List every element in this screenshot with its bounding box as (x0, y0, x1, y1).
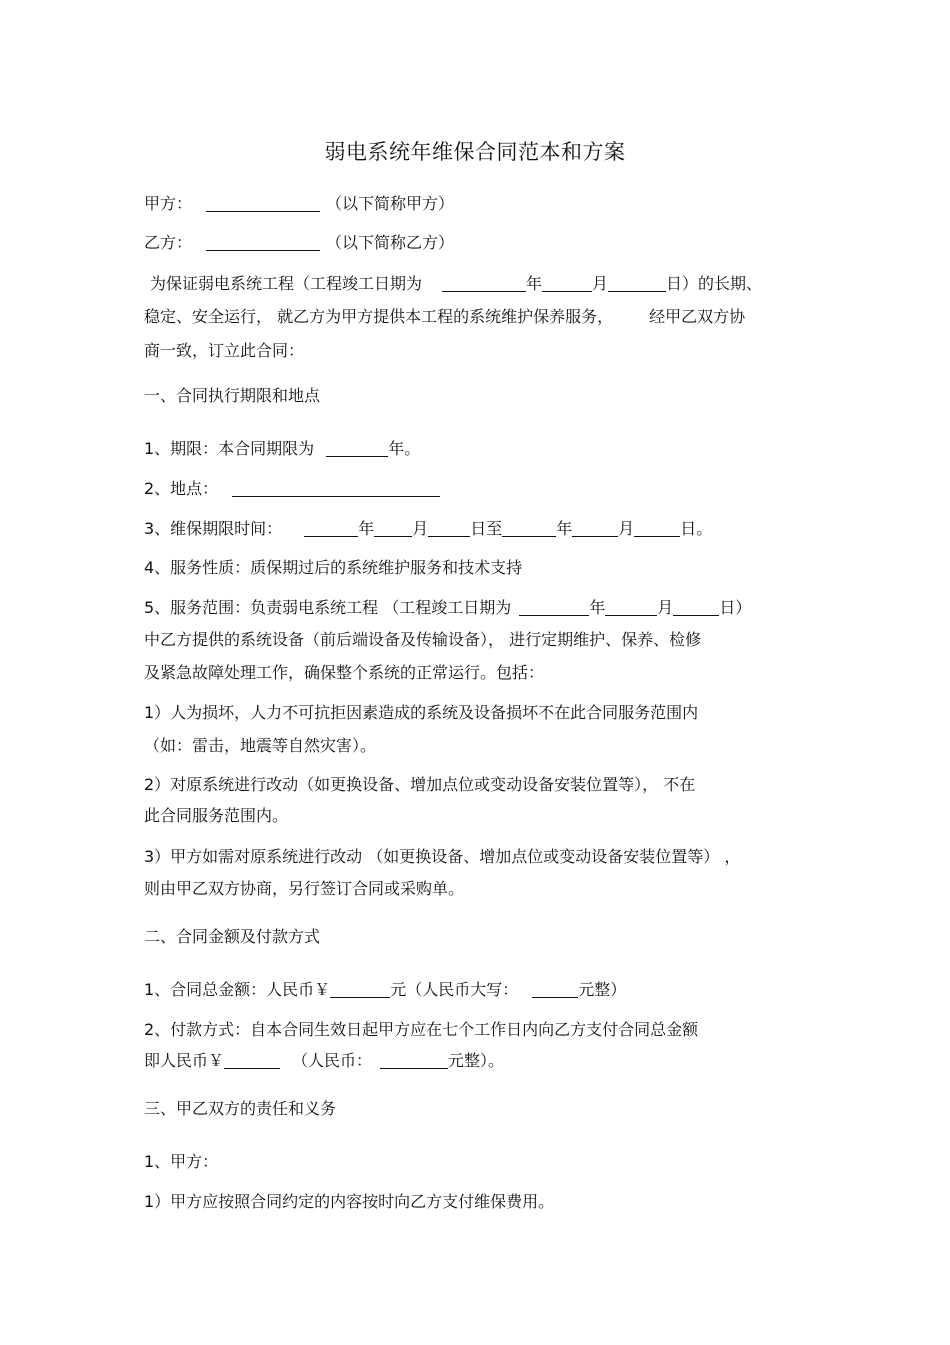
amount-suffix: 元整） (578, 980, 627, 999)
month-label: 月 (618, 519, 635, 538)
amount-words-label: 元（人民币大写： (390, 980, 519, 999)
party-a-note: （以下简称甲方） (326, 194, 455, 213)
end-day-blank[interactable] (634, 519, 680, 537)
intro-line-3: 商一致，订立此合同： (144, 341, 305, 360)
intro-line-1 (150, 273, 762, 295)
year-label: 年 (526, 274, 543, 293)
s1-item-3 (144, 518, 712, 540)
scope-label: 5、服务范围：负责弱电系统工程 （工程竣工日期为 (144, 598, 512, 617)
s1-item-2 (144, 478, 440, 500)
party-a-label: 甲方： (144, 194, 193, 213)
month-label: 月 (657, 598, 674, 617)
year-label: 年 (358, 519, 375, 538)
day-label: 日） (719, 598, 752, 617)
start-year-blank[interactable] (304, 519, 358, 537)
end-month-blank[interactable] (572, 519, 618, 537)
party-b-blank[interactable] (206, 233, 320, 251)
day-label: 日。 (680, 519, 713, 538)
party-a-blank[interactable] (206, 194, 320, 212)
day-label: 日）的长期、 (666, 274, 763, 293)
s1-item-1 (144, 438, 420, 460)
location-label: 2、地点： (144, 479, 219, 498)
scope-point-2-cont: 此合同服务范围内。 (144, 806, 289, 825)
period-label: 3、维保期限时间： (144, 519, 283, 538)
intro-text-2a: 稳定、安全运行， 就乙方为甲方提供本工程的系统维护保养服务， (144, 307, 614, 326)
end-year-blank[interactable] (502, 519, 556, 537)
term-label: 1、期限：本合同期限为 (144, 439, 315, 458)
scope-day-blank[interactable] (673, 598, 719, 616)
s2-item-1 (144, 979, 626, 1001)
scope-year-blank[interactable] (519, 598, 589, 616)
amount-words-blank[interactable] (532, 980, 578, 998)
month-label: 月 (592, 274, 609, 293)
scope-point-3: 3）甲方如需对原系统进行改动 （如更换设备、增加点位或变动设备安装位置等） ， (144, 847, 741, 866)
party-a-line (144, 193, 454, 215)
s1-item-5-line-2: 中乙方提供的系统设备（前后端设备及传输设备）， 进行定期维护、保养、检修 (144, 630, 702, 649)
payment-words-label: （人民币： (292, 1051, 373, 1070)
scope-point-2: 2）对原系统进行改动（如更换设备、增加点位或变动设备安装位置等）， 不在 (144, 775, 696, 794)
year-label: 年 (589, 598, 606, 617)
intro-text-2b: 经甲乙双方协 (649, 307, 746, 326)
document-title: 弱电系统年维保合同范本和方案 (324, 140, 626, 164)
party-b-label: 乙方： (144, 233, 193, 252)
payment-suffix: 元整）。 (448, 1051, 505, 1070)
completion-year-blank[interactable] (442, 274, 526, 292)
location-blank[interactable] (232, 479, 440, 497)
scope-point-1: 1）人为损坏，人力不可抗拒因素造成的系统及设备损坏不在此合同服务范围内 (144, 703, 699, 722)
month-label: 月 (412, 519, 429, 538)
payment-amount-blank[interactable] (224, 1051, 280, 1069)
scope-point-1-cont: （如：雷击，地震等自然灾害）。 (144, 736, 377, 755)
year-label: 年 (556, 519, 573, 538)
s1-item-5-line-3: 及紧急故障处理工作，确保整个系统的正常运行。包括： (144, 663, 545, 682)
scope-month-blank[interactable] (605, 598, 657, 616)
section-3-heading: 三、甲乙双方的责任和义务 (144, 1099, 337, 1118)
to-label: 日至 (470, 519, 503, 538)
start-day-blank[interactable] (428, 519, 470, 537)
s1-item-5 (144, 597, 751, 619)
start-month-blank[interactable] (374, 519, 412, 537)
completion-day-blank[interactable] (608, 274, 666, 292)
intro-line-2 (144, 306, 745, 328)
s3-item-1: 1、甲方： (144, 1152, 219, 1171)
intro-text: 为保证弱电系统工程（工程竣工日期为 (150, 274, 423, 293)
s1-item-4: 4、服务性质：质保期过后的系统维护服务和技术支持 (144, 558, 523, 577)
payment-words-blank[interactable] (380, 1051, 448, 1069)
party-b-line (144, 232, 454, 254)
s2-item-2: 2、付款方式：自本合同生效日起甲方应在七个工作日内向乙方支付合同总金额 (144, 1020, 699, 1039)
party-b-note: （以下简称乙方） (326, 233, 455, 252)
completion-month-blank[interactable] (542, 274, 592, 292)
term-years-blank[interactable] (326, 439, 388, 457)
term-unit: 年。 (388, 439, 421, 458)
total-amount-label: 1、合同总金额：人民币￥ (144, 980, 331, 999)
total-amount-blank[interactable] (330, 980, 390, 998)
section-2-heading: 二、合同金额及付款方式 (144, 927, 321, 946)
section-1-heading: 一、合同执行期限和地点 (144, 386, 321, 405)
payment-amount-label: 即人民币￥ (144, 1051, 225, 1070)
scope-point-3-cont: 则由甲乙双方协商，另行签订合同或采购单。 (144, 879, 465, 898)
s2-item-2-cont (144, 1050, 504, 1072)
s3-point-1: 1）甲方应按照合同约定的内容按时向乙方支付维保费用。 (144, 1192, 555, 1211)
